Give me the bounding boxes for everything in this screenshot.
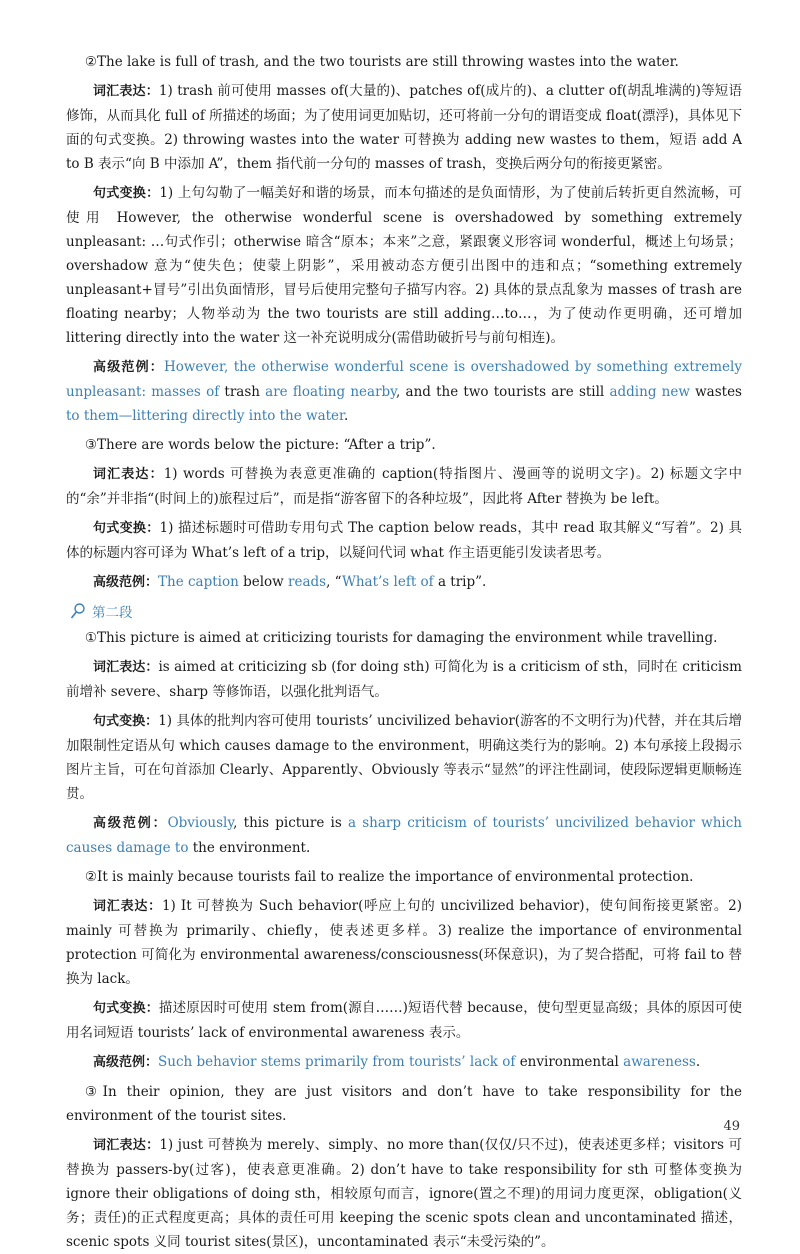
text-segment: 1) It 可替换为 Such behavior(呼应上句的 uncivilized behavior)，使句间衔接更紧密。2) mainly 可替换为 primarily、chiefly，使表述更多样。3) realize the importance of environmental protection 可简化为 environmental awareness/consciousness(环保意识)，为了契合搭配，可将 fail to 替换为 lack。 (66, 898, 742, 987)
paragraph-label: 词汇表达： (93, 84, 159, 99)
paragraph-label: 高级范例： (93, 816, 168, 831)
explanation-paragraph (66, 811, 742, 860)
explanation-paragraph (66, 655, 742, 704)
text-segment: ③In their opinion, they are just visitors and don’t have to take responsibility for the environment of the tourist sites. (66, 1084, 742, 1124)
text-segment: 1) words 可替换为表意更准确的 caption(特指图片、漫画等的说明文字)。2) 标题文字中的“余”并非指“(时间上的)旅程过后”，而是指“游客留下的各种垃圾”，因此将 After 替换为 be left。 (66, 466, 742, 507)
text-segment: trash (219, 384, 266, 400)
explanation-paragraph (66, 996, 742, 1045)
section-heading (70, 600, 742, 622)
text-segment: a trip”. (433, 574, 487, 590)
highlighted-text: to them—littering directly into the water (66, 408, 344, 424)
text-segment: the environment. (188, 840, 311, 856)
highlighted-text: a sharp criticism of tourists’ uncivilized behavior which causes damage to (66, 815, 742, 856)
text-segment: , this picture is (233, 815, 348, 831)
sentence-item (66, 433, 742, 457)
paragraph-label: 句式变换： (93, 1001, 159, 1016)
highlighted-text: awareness (623, 1054, 696, 1070)
text-segment: 1) trash 前可使用 masses of(大量的)、patches of(成片的)、a clutter of(胡乱堆满的)等短语修饰，从而具化 full of 所描述的场面；为了使用词更加贴切，还可将前一分句的谓语变成 float(漂浮)，具体见下面的句式变换。2) throwing wastes into the water 可替换为 adding new wastes to them，短语 add A to B 表示“向 B 中添加 A”，them 指代前一分句的 masses of trash，变换后两分句的衔接更紧密。 (66, 83, 742, 172)
text-segment: ③There are words below the picture: “After a trip”. (84, 437, 436, 453)
sentence-item (66, 865, 742, 889)
text-segment: , “ (326, 574, 342, 590)
text-segment: 1) 具体的批判内容可使用 tourists’ uncivilized behavior(游客的不文明行为)代替，并在其后增加限制性定语从句 which causes damage to the environment，明确这类行为的影响。2) 本句承接上段揭示图片主旨，可在句首添加 Clearly、Apparently、Obviously 等表示“显然”的评注性副词，使段际逻辑更顺畅连贯。 (66, 713, 742, 802)
text-segment: , and the two tourists are still (396, 384, 610, 400)
magnifier-icon (70, 602, 86, 620)
paragraph-label: 词汇表达： (93, 660, 159, 675)
text-segment: . (695, 1054, 701, 1070)
text-segment: 1) 上句勾勒了一幅美好和谐的场景，而本句描述的是负面情形，为了使前后转折更自然流畅，可使用 However, the otherwise wonderful scene is overshadowed by something extremely unpleasant: …句式作引；otherwise 暗含“原本；本来”之意，紧跟褒义形容词 wonderful，概述上句场景；overshadow 意为“使失色；使蒙上阴影”，采用被动态方便引出图中的违和点；“something extremely unpleasant+冒号”引出负面情形，冒号后使用完整句子描写内容。2) 具体的景点乱象为 masses of trash are floating nearby；人物举动为 the two tourists are still adding…to…，为了使动作更明确，还可增加 littering directly into the water 这一补充说明成分(需借助破折号与前句相连)。 (66, 185, 742, 346)
explanation-paragraph (66, 894, 742, 991)
text-segment: 1) just 可替换为 merely、simply、no more than(仅仅/只不过)，使表述更多样；visitors 可替换为 passers-by(过客)，使表意更准确。2) don’t have to take responsibility for sth 可整体变换为 ignore their obligations of doing sth，相较原句而言，ignore(置之不理)的用词力度更深，obligation(义务；责任)的正式程度更高；具体的责任可用 keeping the scenic spots clean and uncontaminated 描述，scenic spots 义同 tourist sites(景区)，uncontaminated 表示“未受污染的”。 (66, 1137, 742, 1250)
paragraph-label: 高级范例： (93, 360, 164, 375)
explanation-paragraph (66, 181, 742, 350)
section-title: 第二段 (92, 605, 133, 621)
explanation-paragraph (66, 709, 742, 806)
highlighted-text: The caption (158, 574, 239, 590)
explanation-paragraph (66, 1133, 742, 1254)
paragraph-label: 词汇表达： (93, 1138, 160, 1153)
sentence-item (66, 50, 742, 74)
paragraph-label: 词汇表达： (93, 899, 162, 914)
explanation-paragraph (66, 516, 742, 565)
paragraph-label: 词汇表达： (93, 467, 164, 482)
text-segment: 1) 描述标题时可借助专用句式 The caption below reads，其中 read 取其解义“写着”。2) 具体的标题内容可译为 What’s left of a trip，以疑问代词 what 作主语更能引发读者思考。 (66, 520, 742, 561)
paragraph-label: 句式变换： (93, 521, 160, 536)
paragraph-label: 高级范例： (93, 1055, 159, 1070)
text-segment: below (238, 574, 289, 590)
explanation-paragraph (66, 79, 742, 176)
page-number: 49 (723, 1119, 740, 1134)
explanation-paragraph (66, 570, 742, 595)
paragraph-label: 高级范例： (93, 575, 159, 590)
text-segment: . (344, 408, 349, 424)
content-body (66, 50, 742, 1254)
text-segment: ②The lake is full of trash, and the two tourists are still throwing wastes into the water. (84, 54, 679, 70)
text-segment: ①This picture is aimed at criticizing tourists for damaging the environment while travelling. (84, 630, 718, 646)
paragraph-label: 句式变换： (93, 714, 159, 729)
highlighted-text: What’s left of (341, 574, 434, 590)
text-segment: environmental (515, 1054, 624, 1070)
text-segment: wastes (689, 384, 742, 400)
highlighted-text: reads (288, 574, 327, 590)
explanation-paragraph (66, 462, 742, 511)
sentence-item (66, 1080, 742, 1128)
highlighted-text: Obviously (167, 815, 234, 831)
explanation-paragraph (66, 1050, 742, 1075)
highlighted-text: Such behavior stems primarily from tourists’ lack of (158, 1054, 516, 1070)
sentence-item (66, 626, 742, 650)
text-segment: ②It is mainly because tourists fail to realize the importance of environmental protection. (84, 869, 694, 885)
text-segment: 描述原因时可使用 stem from(源自……)短语代替 because，使句型更显高级；具体的原因可使用名词短语 tourists’ lack of environmental awareness 表示。 (66, 1000, 742, 1041)
highlighted-text: adding new (609, 384, 690, 400)
explanation-paragraph (66, 355, 742, 428)
highlighted-text: are floating nearby (265, 384, 397, 400)
text-segment: is aimed at criticizing sb (for doing sth) 可简化为 is a criticism of sth，同时在 criticism 前增补 severe、sharp 等修饰语，以强化批判语气。 (66, 659, 742, 700)
paragraph-label: 句式变换： (93, 186, 160, 201)
highlighted-text: However, the otherwise wonderful scene is overshadowed by something extremely unpleasant: masses of (66, 359, 742, 400)
